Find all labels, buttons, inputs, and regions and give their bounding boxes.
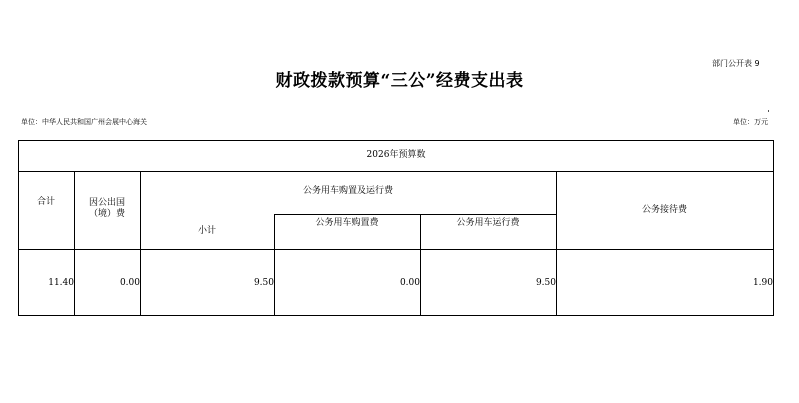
value-vehicle-purchase: 0.00 bbox=[399, 278, 420, 288]
table-rule-header-bottom bbox=[18, 249, 774, 250]
value-abroad: 0.00 bbox=[119, 278, 140, 288]
header-total: 合计 bbox=[36, 197, 55, 207]
header-vehicle-purchase: 公务用车购置费 bbox=[315, 218, 379, 228]
page-title: 财政拨款预算“三公”经费支出表 bbox=[275, 71, 524, 91]
header-abroad-line2: （境）费 bbox=[88, 209, 125, 219]
table-rule-col5 bbox=[556, 171, 557, 316]
header-reception: 公务接待费 bbox=[641, 205, 687, 215]
table-border-top bbox=[18, 140, 774, 141]
table-rule-year bbox=[18, 171, 774, 172]
table-rule-col4 bbox=[420, 214, 421, 316]
table-rule-vehicle-group bbox=[274, 214, 556, 215]
value-reception: 1.90 bbox=[752, 278, 773, 288]
value-total: 11.40 bbox=[48, 278, 74, 288]
table-rule-col1 bbox=[74, 171, 75, 316]
reporting-unit: 单位：中华人民共和国广州会展中心海关 bbox=[21, 118, 147, 126]
corner-tick-mark bbox=[768, 110, 769, 112]
value-vehicle-subtotal: 9.50 bbox=[253, 278, 274, 288]
currency-unit: 单位：万元 bbox=[733, 118, 768, 126]
header-abroad-line1: 因公出国 bbox=[88, 198, 125, 208]
value-vehicle-operation: 9.50 bbox=[535, 278, 556, 288]
table-border-left bbox=[18, 140, 19, 316]
header-vehicle-subtotal: 小计 bbox=[197, 226, 216, 236]
year-header: 2026年预算数 bbox=[366, 150, 426, 160]
header-vehicle-group: 公务用车购置及运行费 bbox=[302, 186, 393, 196]
table-border-right bbox=[773, 140, 774, 316]
table-border-bottom bbox=[18, 315, 774, 316]
form-number: 部门公开表 9 bbox=[712, 59, 760, 68]
table-rule-col3 bbox=[274, 214, 275, 316]
header-vehicle-operation: 公务用车运行费 bbox=[456, 218, 520, 228]
